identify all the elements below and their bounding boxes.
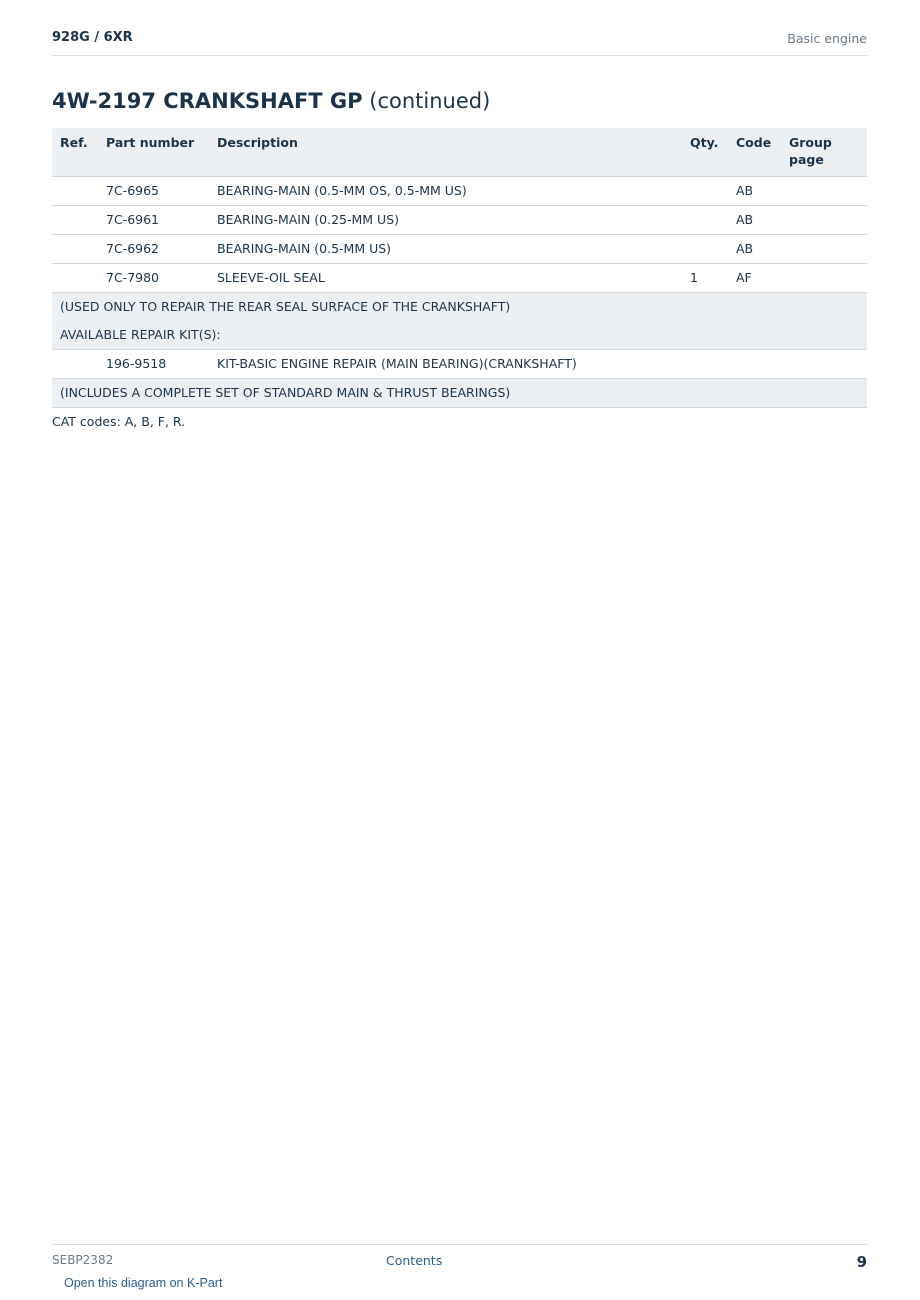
cell-group-page bbox=[781, 350, 867, 379]
page-title bbox=[52, 89, 490, 113]
cell-ref bbox=[52, 206, 98, 235]
cell-code: AB bbox=[728, 206, 781, 235]
cell-qty: 1 bbox=[682, 264, 728, 293]
table-row bbox=[52, 235, 867, 264]
parts-table bbox=[52, 128, 867, 408]
cell-code: AB bbox=[728, 235, 781, 264]
note-text: (USED ONLY TO REPAIR THE REAR SEAL SURFACE OF THE CRANKSHAFT) bbox=[52, 293, 867, 322]
page-number: 9 bbox=[856, 1253, 867, 1271]
section-label: Basic engine bbox=[787, 31, 867, 46]
cell-part-number: 7C-7980 bbox=[98, 264, 209, 293]
cat-codes: CAT codes: A, B, F, R. bbox=[52, 414, 186, 429]
table-row bbox=[52, 177, 867, 206]
table-note-row bbox=[52, 379, 867, 408]
page-header bbox=[52, 28, 867, 56]
cell-ref bbox=[52, 350, 98, 379]
cell-part-number: 7C-6962 bbox=[98, 235, 209, 264]
cell-code bbox=[728, 350, 781, 379]
table-note-row bbox=[52, 321, 867, 350]
cell-ref bbox=[52, 235, 98, 264]
model-label: 928G / 6XR bbox=[52, 30, 133, 45]
table-row bbox=[52, 264, 867, 293]
col-header-part-number: Part number bbox=[98, 128, 209, 177]
cell-qty bbox=[682, 206, 728, 235]
cell-group-page bbox=[781, 235, 867, 264]
col-header-code: Code bbox=[728, 128, 781, 177]
cell-group-page bbox=[781, 264, 867, 293]
kpart-link[interactable]: Open this diagram on K-Part bbox=[64, 1276, 223, 1290]
cell-qty bbox=[682, 177, 728, 206]
cell-description: BEARING-MAIN (0.5-MM OS, 0.5-MM US) bbox=[209, 177, 682, 206]
note-text: AVAILABLE REPAIR KIT(S): bbox=[52, 321, 867, 350]
cell-ref bbox=[52, 177, 98, 206]
table-note-row bbox=[52, 293, 867, 322]
page-footer bbox=[52, 1244, 867, 1271]
title-suffix: (continued) bbox=[369, 89, 491, 113]
cell-part-number: 7C-6961 bbox=[98, 206, 209, 235]
col-header-group-page: Group page bbox=[781, 128, 867, 177]
table-row-kit bbox=[52, 350, 867, 379]
table-header-row bbox=[52, 128, 867, 177]
cell-part-number: 7C-6965 bbox=[98, 177, 209, 206]
cell-description: BEARING-MAIN (0.25-MM US) bbox=[209, 206, 682, 235]
cell-description: SLEEVE-OIL SEAL bbox=[209, 264, 682, 293]
contents-link[interactable]: Contents bbox=[386, 1253, 443, 1268]
cell-qty bbox=[682, 235, 728, 264]
cell-description: KIT-BASIC ENGINE REPAIR (MAIN BEARING)(CRANKSHAFT) bbox=[209, 350, 682, 379]
table-row bbox=[52, 206, 867, 235]
note-text: (INCLUDES A COMPLETE SET OF STANDARD MAIN & THRUST BEARINGS) bbox=[52, 379, 867, 408]
cell-group-page bbox=[781, 177, 867, 206]
cell-group-page bbox=[781, 206, 867, 235]
cell-qty bbox=[682, 350, 728, 379]
cell-code: AB bbox=[728, 177, 781, 206]
cell-code: AF bbox=[728, 264, 781, 293]
cell-description: BEARING-MAIN (0.5-MM US) bbox=[209, 235, 682, 264]
cell-ref bbox=[52, 264, 98, 293]
col-header-qty: Qty. bbox=[682, 128, 728, 177]
col-header-description: Description bbox=[209, 128, 682, 177]
cell-part-number: 196-9518 bbox=[98, 350, 209, 379]
col-header-ref: Ref. bbox=[52, 128, 98, 177]
document-id: SEBP2382 bbox=[52, 1253, 114, 1267]
group-title: 4W-2197 CRANKSHAFT GP bbox=[52, 89, 363, 113]
